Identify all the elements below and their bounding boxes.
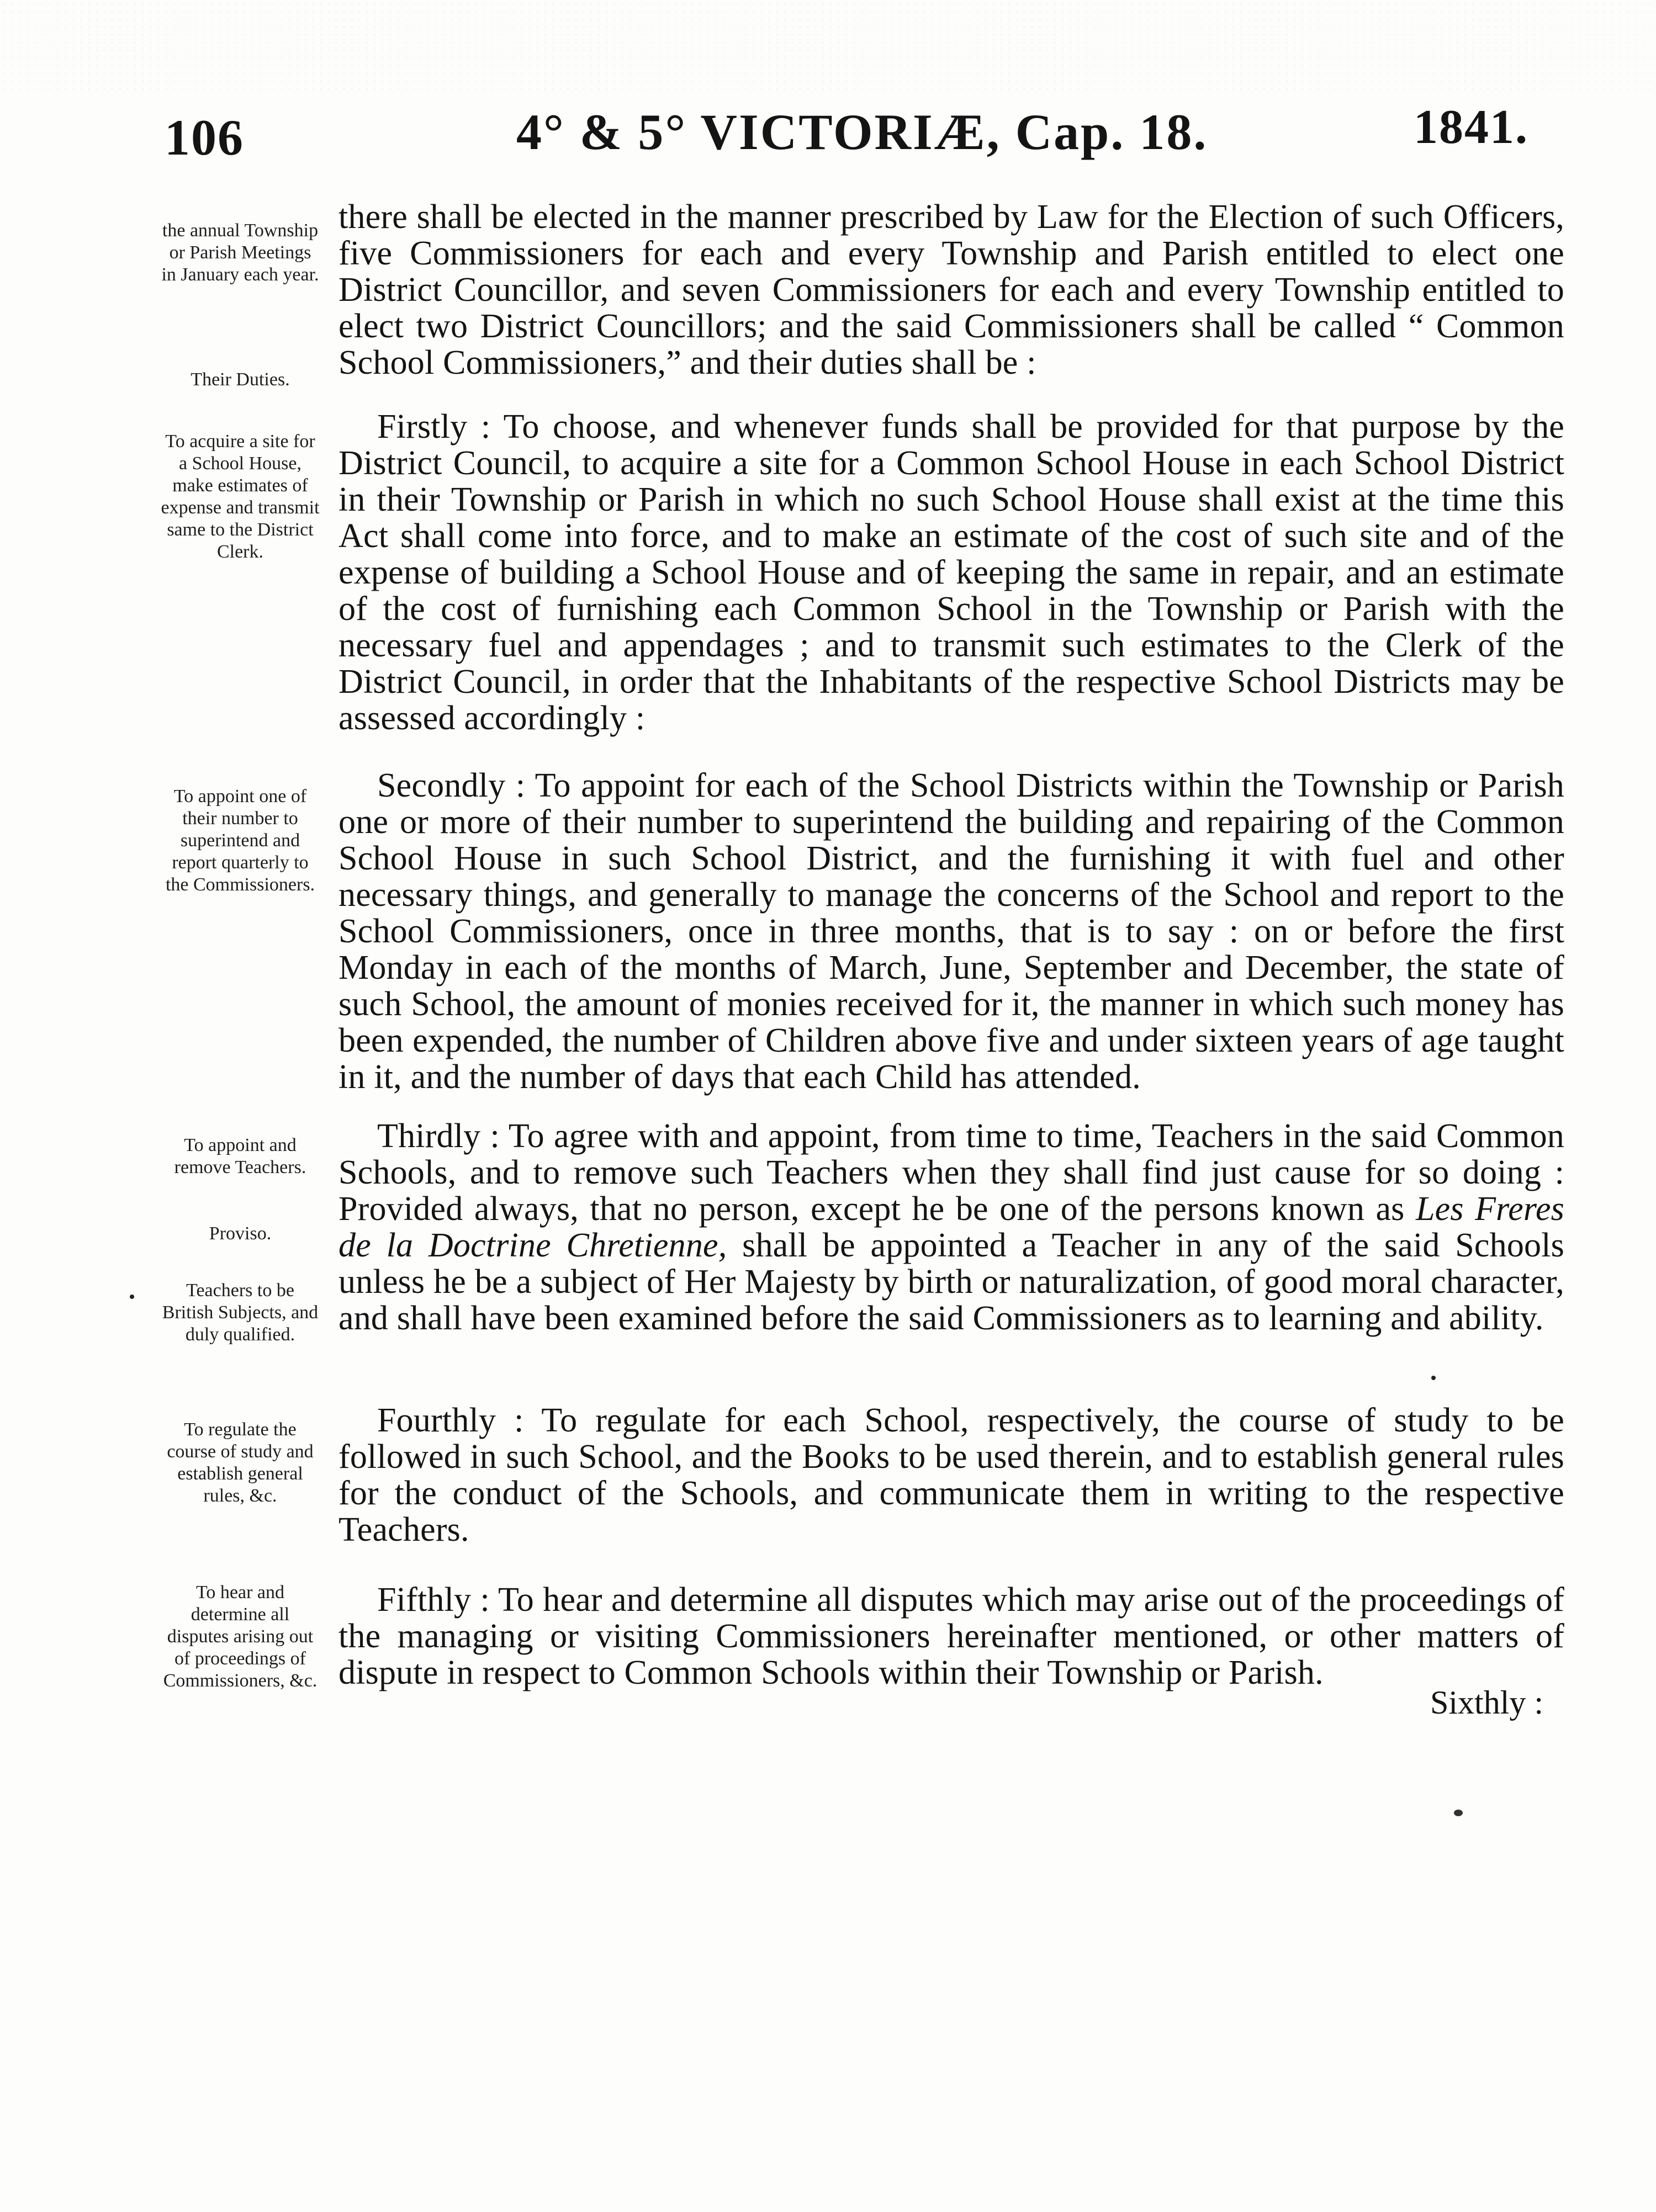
page-number: 106 [165,109,244,166]
paragraph-fourthly: Fourthly : To regulate for each School, respectively, the course of study to be followed in such School, and the Books to be used therein, and to establish general rules for the conduct of the Schools, and communicate them in writing to the respective Teachers. [338,1402,1564,1548]
scan-noise [0,0,1656,94]
margin-note-appoint-teachers: To appoint and remove Teachers. [174,1135,306,1177]
page-header-year: 1841. [1414,100,1528,154]
margin-note-their-duties: Their Duties. [191,369,290,390]
margin-note-acquire-site: To acquire a site for a School House, make estimates of expense and transmit same to the District Clerk. [161,431,320,562]
margin-note-british-subjects: Teachers to be British Subjects, and duly qualified. [162,1280,319,1345]
ink-speck [1431,1376,1436,1380]
thirdly-text-before: Thirdly : To agree with and appoint, from time to time, Teachers in the said Common Schools, and to remove such Teachers when they shall find just cause for so doing : Provided always, that no person, except he be one of the persons known as [338,1117,1564,1228]
paragraph-thirdly [338,1118,1564,1336]
ink-speck [130,1295,134,1299]
margin-note-course-of-study: To regulate the course of study and establish general rules, &c. [167,1419,314,1506]
paragraph-opening: there shall be elected in the manner prescribed by Law for the Election of such Officers, five Commissioners for each and every Township and Parish entitled to elect one District Councillor, and seven Commissioners for each and every Township entitled to elect two District Councillors; and the said Commissioners shall be called “ Common School Commissioners,” and their duties shall be : [338,198,1564,381]
paragraph-firstly: Firstly : To choose, and whenever funds shall be provided for that purpose by the District Council, to acquire a site for a Common School House in each School District in their Township or Parish in which no such School House shall exist at the time this Act shall come into force, and to make an estimate of the cost of such site and of the expense of building a School House and of keeping the same in repair, and an estimate of the cost of furnishing each Common School in the Township or Parish with the necessary fuel and appendages ; and to transmit such estimates to the Clerk of the District Council, in order that the Inhabitants of the respective School Districts may be assessed accordingly : [338,408,1564,737]
thirdly-text-after: shall be appointed a Teacher in any of the said Schools unless he be a subject of Her Majesty by birth or naturalization, of good moral character, and shall have been examined before the said Commissioners as to learning and ability. [338,1227,1564,1337]
page-header-title: 4° & 5° VICTORIÆ, Cap. 18. [516,104,1208,160]
thirdly-text-italic: Les Freres de la Doctrine Chretienne, [338,1190,1564,1264]
margin-note-disputes: To hear and determine all disputes arising out of proceedings of Commissioners, &c. [163,1582,318,1691]
ink-speck [1454,1810,1463,1816]
margin-note-appoint-superintendent: To appoint one of their number to superintend and report quarterly to the Commissioners. [165,786,315,895]
paragraph-secondly: Secondly : To appoint for each of the School Districts within the Township or Parish one or more of their number to superintend the building and repairing of the Common School House in such School District, and the furnishing it with fuel and other necessary things, and generally to manage the concerns of the School and report to the School Commissioners, once in three months, that is to say : on or before the first Monday in each of the months of March, June, September and December, the state of such School, the amount of monies received for it, the manner in which such money has been expended, the number of Children above five and under sixteen years of age taught in it, and the number of days that each Child has attended. [338,767,1564,1096]
margin-note-annual-meetings: the annual Township or Parish Meetings in January each year. [161,220,319,285]
margin-note-proviso: Proviso. [209,1223,272,1244]
catchword: Sixthly : [1430,1684,1544,1721]
paragraph-fifthly: Fifthly : To hear and determine all disputes which may arise out of the proceedings of the managing or visiting Commissioners hereinafter mentioned, or other matters of dispute in respect to Common Schools within their Township or Parish. [338,1581,1564,1691]
